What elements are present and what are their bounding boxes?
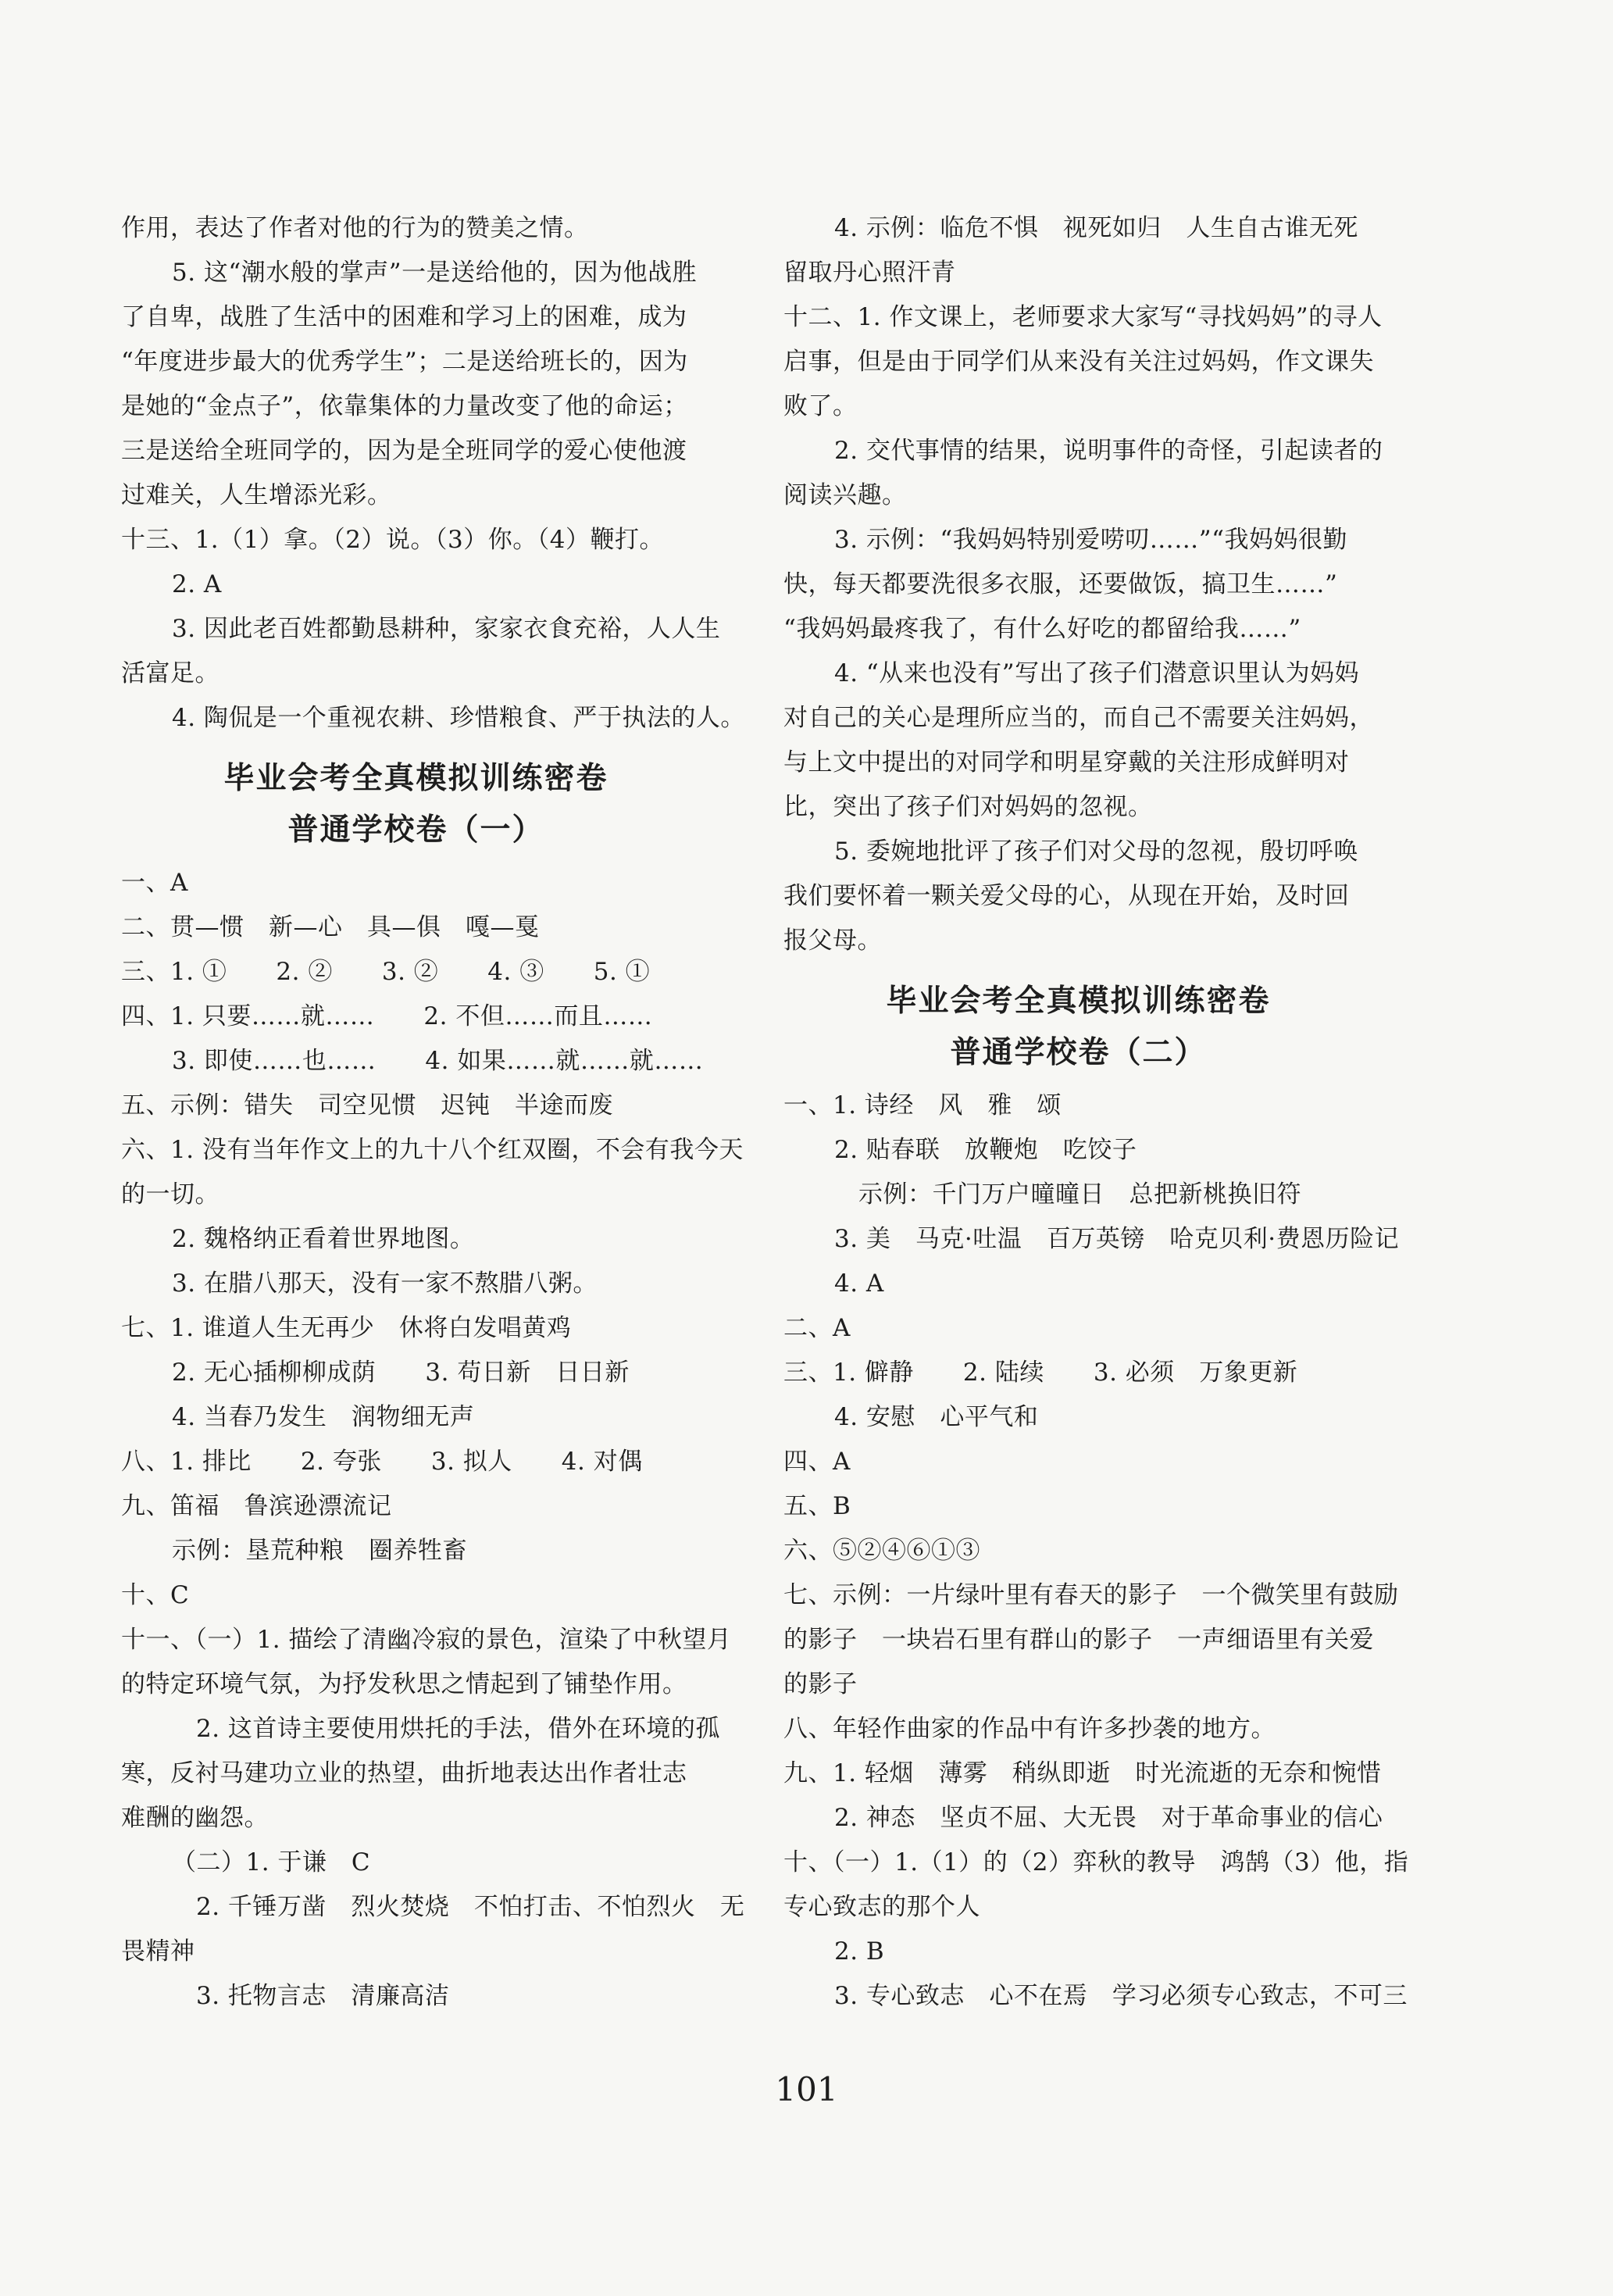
text-line: 3. 即使……也…… 4. 如果……就……就…… [172,1047,704,1075]
text-line: 3. 专心致志 心不在焉 学习必须专心致志，不可三 [834,1982,1408,2010]
text-line: 二、贯—惯 新—心 具—俱 嘎—戛 [121,913,540,941]
text-line: “年度进步最大的优秀学生”；二是送给班长的，因为 [121,348,688,376]
text-line: 4. A [834,1269,884,1298]
section-subtitle: 普通学校卷（一） [287,812,544,848]
text-line: 一、1. 诗经 风 雅 颂 [783,1091,1062,1119]
section-subtitle: 普通学校卷（二） [950,1035,1207,1070]
text-line: 4. 当春乃发生 润物细无声 [172,1403,475,1431]
text-line: 示例：垦荒种粮 圈养牲畜 [172,1537,467,1565]
text-line: 六、⑤②④⑥①③ [783,1537,980,1565]
text-line: 3. 示例：“我妈妈特别爱唠叨……”“我妈妈很勤 [834,526,1347,554]
right-block-1 [783,206,1383,963]
text-line: 专心致志的那个人 [783,1893,980,1921]
text-line: 的特定环境气氛，为抒发秋思之情起到了铺垫作用。 [121,1670,687,1698]
text-line: 报父母。 [783,927,882,955]
text-line: 对自己的关心是理所应当的，而自己不需要关注妈妈， [783,704,1374,732]
text-line: 三、1. ① 2. ② 3. ② 4. ③ 5. ① [121,958,651,986]
text-line: 2. 无心插柳柳成荫 3. 苟日新 日日新 [172,1359,630,1387]
text-line: 2. 千锤万凿 烈火焚烧 不怕打击、不怕烈火 无 [196,1893,745,1921]
text-line: 示例：千门万户曈曈日 总把新桃换旧符 [858,1180,1301,1209]
text-line: 活富足。 [121,659,219,687]
text-line: 过难关，人生增添光彩。 [121,481,392,509]
text-line: 2. 这首诗主要使用烘托的手法，借外在环境的孤 [196,1715,720,1743]
text-line: 了自卑，战胜了生活中的困难和学习上的困难，成为 [121,303,687,331]
text-line: 比，突出了孩子们对妈妈的忽视。 [783,793,1153,821]
text-line: 八、1. 排比 2. 夸张 3. 拟人 4. 对偶 [121,1448,643,1476]
text-line: 3. 美 马克·吐温 百万英镑 哈克贝利·费恩历险记 [834,1225,1400,1253]
text-line: 四、1. 只要……就…… 2. 不但……而且…… [121,1002,653,1030]
text-line: 4. 示例：临危不惧 视死如归 人生自古谁无死 [834,214,1358,242]
text-line: 四、A [783,1448,851,1476]
text-line: 畏精神 [121,1937,195,1966]
text-line: 4. “从来也没有”写出了孩子们潜意识里认为妈妈 [834,659,1360,687]
text-line: 九、1. 轻烟 薄雾 稍纵即逝 时光流逝的无奈和惋惜 [783,1759,1382,1787]
text-line: 九、笛福 鲁滨逊漂流记 [121,1492,392,1520]
text-line: 5. 这“潮水般的掌声”一是送给他的，因为他战胜 [172,259,698,287]
text-line: 难酬的幽怨。 [121,1804,269,1832]
right-block-2 [783,1084,1409,2019]
section-title: 毕业会考全真模拟训练密卷 [886,984,1271,1019]
text-line: 的影子 一块岩石里有群山的影子 一声细语里有关爱 [783,1626,1374,1654]
text-line: 5. 委婉地批评了孩子们对父母的忽视，殷切呼唤 [834,837,1358,866]
right-column [783,206,1409,2019]
text-line: 与上文中提出的对同学和明星穿戴的关注形成鲜明对 [783,748,1350,777]
text-line: 三、1. 僻静 2. 陆续 3. 必须 万象更新 [783,1359,1298,1387]
text-line: 十三、1.（1）拿。（2）说。（3）你。（4）鞭打。 [121,526,664,554]
text-line: 七、1. 谁道人生无再少 休将白发唱黄鸡 [121,1314,572,1342]
left-block-2 [121,861,745,2019]
text-line: 快，每天都要洗很多衣服，还要做饭，搞卫生……” [783,570,1338,598]
section-title: 毕业会考全真模拟训练密卷 [223,761,608,796]
text-line: 留取丹心照汗青 [783,259,956,287]
left-column [121,206,745,2019]
text-line: 作用，表达了作者对他的行为的赞美之情。 [121,214,589,242]
text-line: （二）1. 于谦 C [172,1848,371,1876]
text-line: 4. 陶侃是一个重视农耕、珍惜粮食、严于执法的人。 [172,704,745,732]
text-line: 八、年轻作曲家的作品中有许多抄袭的地方。 [783,1715,1276,1743]
text-line: 败了。 [783,392,858,420]
text-line: 4. 安慰 心平气和 [834,1403,1039,1431]
text-line: 2. 贴春联 放鞭炮 吃饺子 [834,1136,1137,1164]
text-line: “我妈妈最疼我了，有什么好吃的都留给我……” [783,615,1301,643]
text-line: 阅读兴趣。 [783,481,907,509]
text-line: 十、（一）1.（1）的（2）弈秋的教导 鸿鹄（3）他，指 [783,1848,1409,1876]
text-line: 的影子 [783,1670,858,1698]
text-line: 七、示例：一片绿叶里有春天的影子 一个微笑里有鼓励 [783,1581,1399,1609]
text-line: 五、B [783,1492,851,1520]
text-line: 十一、（一）1. 描绘了清幽冷寂的景色，渲染了中秋望月 [121,1626,732,1654]
text-line: 三是送给全班同学的，因为是全班同学的爱心使他渡 [121,437,687,465]
text-line: 是她的“金点子”，依靠集体的力量改变了他的命运； [121,392,688,420]
text-line: 2. B [834,1937,885,1966]
text-line: 十二、1. 作文课上，老师要求大家写“寻找妈妈”的寻人 [783,303,1383,331]
text-line: 六、1. 没有当年作文上的九十八个红双圈，不会有我今天 [121,1136,744,1164]
text-line: 寒，反衬马建功立业的热望，曲折地表达出作者壮志 [121,1759,687,1787]
text-line: 启事，但是由于同学们从来没有关注过妈妈，作文课失 [783,348,1374,376]
text-line: 2. A [172,570,222,598]
text-line: 的一切。 [121,1180,219,1209]
text-line: 我们要怀着一颗关爱父母的心，从现在开始，及时回 [783,882,1350,910]
text-line: 2. 神态 坚贞不屈、大无畏 对于革命事业的信心 [834,1804,1383,1832]
text-line: 3. 托物言志 清廉高洁 [196,1982,450,2010]
text-line: 2. 交代事情的结果，说明事件的奇怪，引起读者的 [834,437,1383,465]
text-line: 2. 魏格纳正看着世界地图。 [172,1225,475,1253]
text-line: 五、示例：错失 司空见惯 迟钝 半途而废 [121,1091,613,1119]
text-line: 一、A [121,869,188,897]
text-line: 十、C [121,1581,190,1609]
text-line: 3. 在腊八那天，没有一家不熬腊八粥。 [172,1269,598,1298]
text-line: 二、A [783,1314,851,1342]
text-line: 3. 因此老百姓都勤恳耕种，家家衣食充裕，人人生 [172,615,721,643]
page-number: 101 [775,2070,838,2109]
left-block-1 [121,206,745,741]
